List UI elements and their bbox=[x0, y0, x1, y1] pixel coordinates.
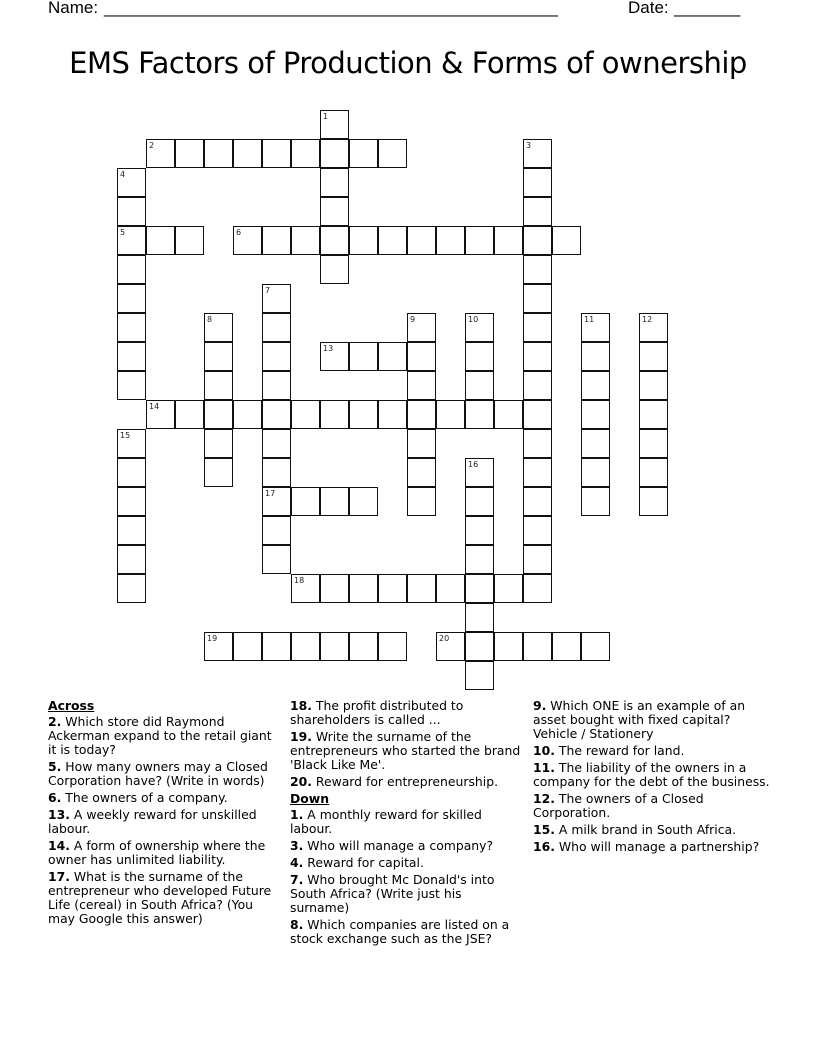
clue-down-7 bbox=[290, 873, 522, 915]
grid-cell[interactable] bbox=[523, 226, 552, 255]
grid-cell[interactable] bbox=[320, 255, 349, 284]
grid-cell[interactable] bbox=[465, 487, 494, 516]
grid-cell[interactable] bbox=[320, 226, 349, 255]
clue-text: The owners of a company. bbox=[65, 790, 228, 805]
grid-cell[interactable] bbox=[320, 168, 349, 197]
grid-cell[interactable] bbox=[523, 632, 552, 661]
grid-cell[interactable] bbox=[378, 400, 407, 429]
clue-number: 20. bbox=[290, 774, 312, 789]
cell-number: 16 bbox=[468, 460, 479, 469]
name-field[interactable]: ________________________________________________ bbox=[104, 0, 558, 17]
grid-cell[interactable] bbox=[639, 342, 668, 371]
grid-cell[interactable] bbox=[204, 371, 233, 400]
grid-cell[interactable] bbox=[291, 574, 320, 603]
clue-number: 16. bbox=[533, 839, 555, 854]
grid-cell[interactable] bbox=[639, 400, 668, 429]
grid-cell[interactable] bbox=[262, 226, 291, 255]
grid-cell[interactable] bbox=[581, 429, 610, 458]
grid-cell[interactable] bbox=[233, 632, 262, 661]
clues-column-2 bbox=[290, 699, 522, 949]
clue-down-15 bbox=[533, 823, 773, 837]
grid-cell[interactable] bbox=[639, 371, 668, 400]
grid-cell[interactable] bbox=[204, 458, 233, 487]
grid-cell[interactable] bbox=[581, 458, 610, 487]
grid-cell[interactable] bbox=[349, 226, 378, 255]
grid-cell[interactable] bbox=[146, 226, 175, 255]
clue-across-18 bbox=[290, 699, 522, 727]
cell-number: 10 bbox=[468, 315, 479, 324]
grid-cell[interactable] bbox=[523, 487, 552, 516]
grid-cell[interactable] bbox=[291, 632, 320, 661]
clue-text: Reward for capital. bbox=[307, 855, 424, 870]
header bbox=[48, 0, 748, 22]
clue-text: Who will manage a partnership? bbox=[558, 839, 760, 854]
clue-text: Which ONE is an example of an asset bought with fixed capital? Vehicle / Stationery bbox=[533, 698, 746, 741]
grid-cell[interactable] bbox=[523, 255, 552, 284]
grid-cell[interactable] bbox=[407, 458, 436, 487]
grid-cell[interactable] bbox=[523, 342, 552, 371]
grid-cell[interactable] bbox=[465, 632, 494, 661]
clue-number: 1. bbox=[290, 807, 304, 822]
grid-cell[interactable] bbox=[639, 487, 668, 516]
grid-cell[interactable] bbox=[262, 139, 291, 168]
clue-down-10 bbox=[533, 744, 773, 758]
grid-cell[interactable] bbox=[262, 545, 291, 574]
clue-number: 3. bbox=[290, 838, 304, 853]
grid-cell[interactable] bbox=[378, 139, 407, 168]
grid-cell[interactable] bbox=[204, 632, 233, 661]
grid-cell[interactable] bbox=[378, 226, 407, 255]
grid-cell[interactable] bbox=[117, 168, 146, 197]
clue-down-11 bbox=[533, 761, 773, 789]
grid-cell[interactable] bbox=[407, 226, 436, 255]
grid-cell[interactable] bbox=[523, 139, 552, 168]
grid-cell[interactable] bbox=[117, 574, 146, 603]
grid-cell[interactable] bbox=[523, 197, 552, 226]
grid-cell[interactable] bbox=[175, 400, 204, 429]
grid-cell[interactable] bbox=[494, 226, 523, 255]
grid-cell[interactable] bbox=[407, 487, 436, 516]
grid-cell[interactable] bbox=[407, 371, 436, 400]
grid-cell[interactable] bbox=[262, 400, 291, 429]
clue-number: 7. bbox=[290, 872, 304, 887]
clue-number: 19. bbox=[290, 729, 312, 744]
cell-number: 5 bbox=[120, 228, 126, 237]
grid-cell[interactable] bbox=[436, 574, 465, 603]
grid-cell[interactable] bbox=[262, 371, 291, 400]
clue-across-14 bbox=[48, 839, 280, 867]
grid-cell[interactable] bbox=[204, 429, 233, 458]
grid-cell[interactable] bbox=[465, 574, 494, 603]
grid-cell[interactable] bbox=[204, 313, 233, 342]
page-title: EMS Factors of Production & Forms of ownership bbox=[69, 46, 747, 80]
grid-cell[interactable] bbox=[291, 400, 320, 429]
grid-cell[interactable] bbox=[146, 139, 175, 168]
grid-cell[interactable] bbox=[262, 284, 291, 313]
grid-cell[interactable] bbox=[117, 197, 146, 226]
grid-cell[interactable] bbox=[320, 197, 349, 226]
clue-text: The reward for land. bbox=[558, 743, 685, 758]
clue-text: A milk brand in South Africa. bbox=[558, 822, 737, 837]
grid-cell[interactable] bbox=[262, 487, 291, 516]
clue-number: 17. bbox=[48, 869, 70, 884]
grid-cell[interactable] bbox=[552, 226, 581, 255]
cell-number: 8 bbox=[207, 315, 213, 324]
cell-number: 3 bbox=[526, 141, 532, 150]
grid-cell[interactable] bbox=[465, 342, 494, 371]
grid-cell[interactable] bbox=[320, 487, 349, 516]
cell-number: 12 bbox=[642, 315, 653, 324]
grid-cell[interactable] bbox=[581, 371, 610, 400]
cell-number: 11 bbox=[584, 315, 595, 324]
cell-number: 1 bbox=[323, 112, 329, 121]
grid-cell[interactable] bbox=[581, 632, 610, 661]
grid-cell[interactable] bbox=[523, 545, 552, 574]
cell-number: 9 bbox=[410, 315, 416, 324]
grid-cell[interactable] bbox=[465, 516, 494, 545]
clue-number: 18. bbox=[290, 698, 312, 713]
grid-cell[interactable] bbox=[262, 429, 291, 458]
grid-cell[interactable] bbox=[117, 284, 146, 313]
grid-cell[interactable] bbox=[581, 400, 610, 429]
cell-number: 2 bbox=[149, 141, 155, 150]
clue-text: Which companies are listed on a stock exchange such as the JSE? bbox=[290, 917, 510, 946]
grid-cell[interactable] bbox=[117, 429, 146, 458]
grid-cell[interactable] bbox=[523, 313, 552, 342]
clue-across-19 bbox=[290, 730, 522, 772]
grid-cell[interactable] bbox=[233, 139, 262, 168]
cell-number: 18 bbox=[294, 576, 305, 585]
clue-text: A form of ownership where the owner has unlimited liability. bbox=[48, 838, 266, 867]
grid-cell[interactable] bbox=[465, 371, 494, 400]
clue-text: A weekly reward for unskilled labour. bbox=[48, 807, 257, 836]
clue-across-2 bbox=[48, 715, 280, 757]
clue-number: 10. bbox=[533, 743, 555, 758]
cell-number: 15 bbox=[120, 431, 131, 440]
grid-cell[interactable] bbox=[436, 400, 465, 429]
grid-cell[interactable] bbox=[146, 400, 175, 429]
clue-number: 13. bbox=[48, 807, 70, 822]
clue-text: A monthly reward for skilled labour. bbox=[290, 807, 482, 836]
grid-cell[interactable] bbox=[117, 255, 146, 284]
grid-cell[interactable] bbox=[523, 574, 552, 603]
cell-number: 17 bbox=[265, 489, 276, 498]
grid-cell[interactable] bbox=[117, 458, 146, 487]
grid-cell[interactable] bbox=[407, 574, 436, 603]
grid-cell[interactable] bbox=[552, 632, 581, 661]
grid-cell[interactable] bbox=[465, 226, 494, 255]
grid-cell[interactable] bbox=[407, 342, 436, 371]
grid-cell[interactable] bbox=[175, 226, 204, 255]
grid-cell[interactable] bbox=[378, 342, 407, 371]
grid-cell[interactable] bbox=[117, 487, 146, 516]
grid-cell[interactable] bbox=[465, 313, 494, 342]
clue-across-13 bbox=[48, 808, 280, 836]
grid-cell[interactable] bbox=[349, 342, 378, 371]
grid-cell[interactable] bbox=[291, 487, 320, 516]
grid-cell[interactable] bbox=[349, 574, 378, 603]
down-heading: Down bbox=[290, 791, 330, 806]
grid-cell[interactable] bbox=[523, 400, 552, 429]
grid-cell[interactable] bbox=[436, 632, 465, 661]
grid-cell[interactable] bbox=[465, 458, 494, 487]
clue-across-17 bbox=[48, 870, 280, 926]
grid-cell[interactable] bbox=[349, 400, 378, 429]
clue-number: 6. bbox=[48, 790, 62, 805]
clue-down-4 bbox=[290, 856, 522, 870]
grid-cell[interactable] bbox=[320, 632, 349, 661]
date-label: Date: bbox=[628, 0, 669, 17]
grid-cell[interactable] bbox=[291, 226, 320, 255]
grid-cell[interactable] bbox=[262, 458, 291, 487]
cell-number: 7 bbox=[265, 286, 271, 295]
cell-number: 6 bbox=[236, 228, 242, 237]
grid-cell[interactable] bbox=[117, 371, 146, 400]
grid-cell[interactable] bbox=[117, 516, 146, 545]
grid-cell[interactable] bbox=[407, 313, 436, 342]
grid-cell[interactable] bbox=[465, 661, 494, 690]
clue-text: The profit distributed to shareholders is called ... bbox=[290, 698, 464, 727]
clue-down-8 bbox=[290, 918, 522, 946]
clue-number: 12. bbox=[533, 791, 555, 806]
grid-cell[interactable] bbox=[349, 487, 378, 516]
grid-cell[interactable] bbox=[494, 400, 523, 429]
grid-cell[interactable] bbox=[581, 313, 610, 342]
cell-number: 4 bbox=[120, 170, 126, 179]
clue-text: What is the surname of the entrepreneur who developed Future Life (cereal) in South Africa? (You may Google this answer) bbox=[48, 869, 272, 926]
grid-cell[interactable] bbox=[204, 400, 233, 429]
grid-cell[interactable] bbox=[378, 574, 407, 603]
clue-down-9 bbox=[533, 699, 773, 741]
grid-cell[interactable] bbox=[465, 603, 494, 632]
grid-cell[interactable] bbox=[465, 400, 494, 429]
clue-number: 9. bbox=[533, 698, 547, 713]
grid-cell[interactable] bbox=[639, 313, 668, 342]
grid-cell[interactable] bbox=[523, 458, 552, 487]
grid-cell[interactable] bbox=[523, 168, 552, 197]
grid-cell[interactable] bbox=[262, 516, 291, 545]
grid-cell[interactable] bbox=[117, 226, 146, 255]
grid-cell[interactable] bbox=[378, 632, 407, 661]
clue-text: How many owners may a Closed Corporation have? (Write in words) bbox=[48, 759, 268, 788]
clue-across-6 bbox=[48, 791, 280, 805]
grid-cell[interactable] bbox=[320, 342, 349, 371]
grid-cell[interactable] bbox=[291, 139, 320, 168]
clue-number: 8. bbox=[290, 917, 304, 932]
grid-cell[interactable] bbox=[320, 139, 349, 168]
grid-cell[interactable] bbox=[407, 400, 436, 429]
clue-number: 14. bbox=[48, 838, 70, 853]
grid-cell[interactable] bbox=[233, 400, 262, 429]
clue-number: 2. bbox=[48, 714, 62, 729]
clue-text: Who will manage a company? bbox=[307, 838, 494, 853]
grid-cell[interactable] bbox=[117, 313, 146, 342]
clue-text: Which store did Raymond Ackerman expand to the retail giant it is today? bbox=[48, 714, 272, 757]
grid-cell[interactable] bbox=[494, 574, 523, 603]
clues-column-1 bbox=[48, 699, 280, 929]
clue-text: The owners of a Closed Corporation. bbox=[533, 791, 704, 820]
grid-cell[interactable] bbox=[233, 226, 262, 255]
grid-cell[interactable] bbox=[639, 458, 668, 487]
clue-down-16 bbox=[533, 840, 773, 854]
grid-cell[interactable] bbox=[581, 487, 610, 516]
grid-cell[interactable] bbox=[262, 313, 291, 342]
cell-number: 13 bbox=[323, 344, 334, 353]
clue-number: 11. bbox=[533, 760, 555, 775]
across-heading: Across bbox=[48, 698, 95, 713]
grid-cell[interactable] bbox=[117, 342, 146, 371]
grid-cell[interactable] bbox=[349, 139, 378, 168]
clue-number: 4. bbox=[290, 855, 304, 870]
grid-cell[interactable] bbox=[639, 429, 668, 458]
clue-text: Who brought Mc Donald's into South Africa? (Write just his surname) bbox=[290, 872, 495, 915]
grid-cell[interactable] bbox=[523, 516, 552, 545]
grid-cell[interactable] bbox=[320, 574, 349, 603]
clue-number: 5. bbox=[48, 759, 62, 774]
clue-down-12 bbox=[533, 792, 773, 820]
name-label: Name: bbox=[48, 0, 99, 17]
grid-cell[interactable] bbox=[262, 342, 291, 371]
clue-across-5 bbox=[48, 760, 280, 788]
clue-number: 15. bbox=[533, 822, 555, 837]
grid-cell[interactable] bbox=[262, 632, 291, 661]
grid-cell[interactable] bbox=[581, 342, 610, 371]
grid-cell[interactable] bbox=[320, 110, 349, 139]
grid-cell[interactable] bbox=[436, 226, 465, 255]
clues-column-3 bbox=[533, 699, 773, 857]
grid-cell[interactable] bbox=[407, 429, 436, 458]
grid-cell[interactable] bbox=[523, 429, 552, 458]
clue-text: The liability of the owners in a company for the debt of the business. bbox=[533, 760, 770, 789]
cell-number: 20 bbox=[439, 634, 450, 643]
grid-cell[interactable] bbox=[117, 545, 146, 574]
grid-cell[interactable] bbox=[465, 545, 494, 574]
clue-text: Reward for entrepreneurship. bbox=[315, 774, 499, 789]
clue-down-1 bbox=[290, 808, 522, 836]
clue-down-3 bbox=[290, 839, 522, 853]
cell-number: 19 bbox=[207, 634, 218, 643]
grid-cell[interactable] bbox=[494, 632, 523, 661]
cell-number: 14 bbox=[149, 402, 160, 411]
clue-text: Write the surname of the entrepreneurs who started the brand 'Black Like Me'. bbox=[290, 729, 521, 772]
grid-cell[interactable] bbox=[523, 284, 552, 313]
date-field[interactable]: _______ bbox=[674, 0, 741, 17]
grid-cell[interactable] bbox=[320, 400, 349, 429]
grid-cell[interactable] bbox=[349, 632, 378, 661]
grid-cell[interactable] bbox=[204, 139, 233, 168]
grid-cell[interactable] bbox=[175, 139, 204, 168]
grid-cell[interactable] bbox=[523, 371, 552, 400]
clue-across-20 bbox=[290, 775, 522, 789]
grid-cell[interactable] bbox=[204, 342, 233, 371]
